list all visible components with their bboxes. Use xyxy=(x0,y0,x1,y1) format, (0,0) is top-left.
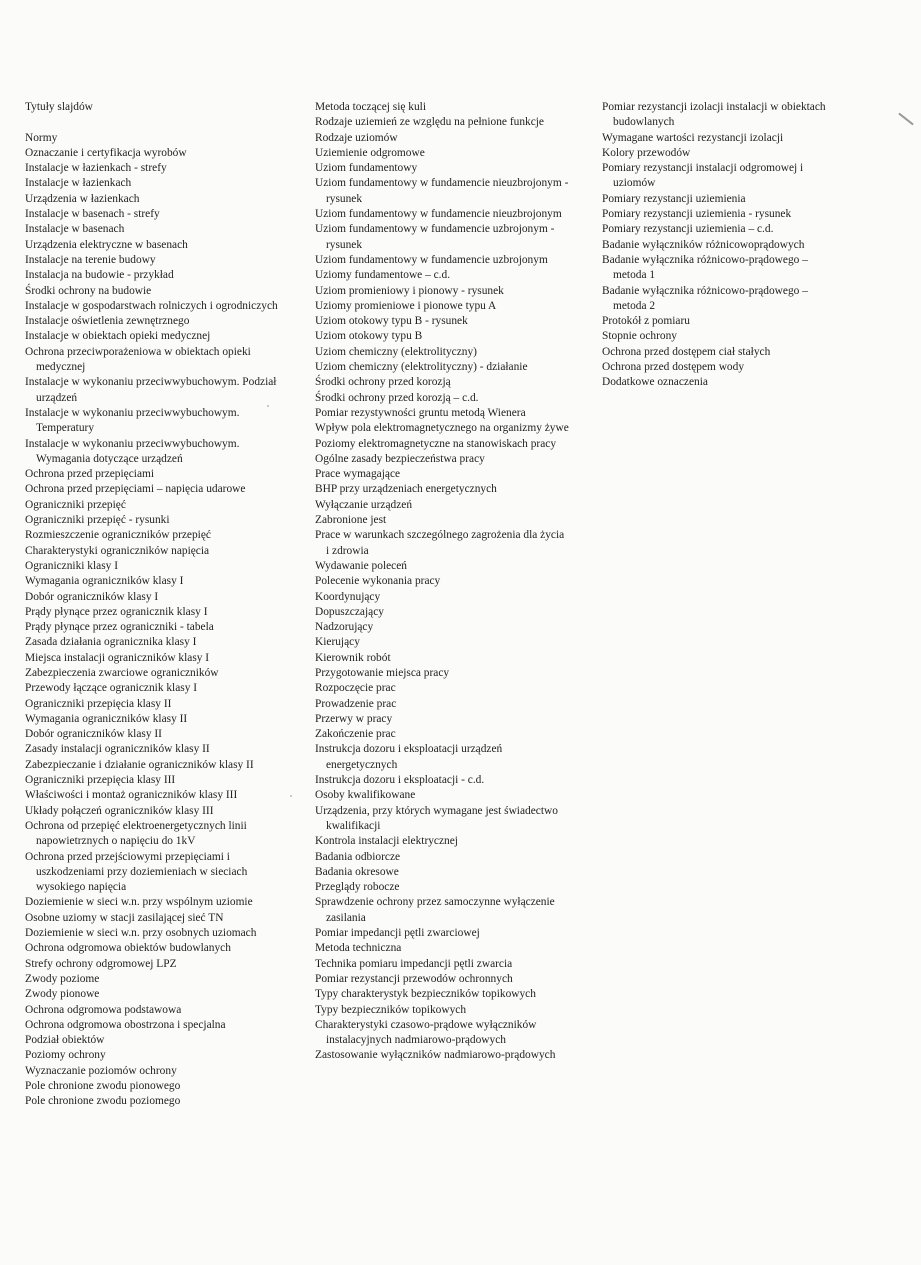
slide-title-entry: Doziemienie w sieci w.n. przy wspólnym uziomie xyxy=(25,896,253,909)
slide-title-entry: Stopnie ochrony xyxy=(602,330,677,343)
slide-title-entry: Uziemienie odgromowe xyxy=(315,146,425,159)
slide-title-entry: Ochrona odgromowa podstawowa xyxy=(25,1003,182,1016)
scan-artifact-dot xyxy=(290,795,292,797)
slide-title-entry: Rodzaje uziomów xyxy=(315,131,398,144)
slide-title-entry: Uziom chemiczny (elektrolityczny) - działanie xyxy=(315,361,528,374)
slide-title-entry: Pomiary rezystancji uziemienia – c.d. xyxy=(602,223,774,236)
slide-title-entry: Ochrona od przepięć elektroenergetycznych linii napowietrznych o napięciu do 1kV xyxy=(25,819,247,848)
slide-title-entry: Zastosowanie wyłączników nadmiarowo-prądowych xyxy=(315,1049,556,1062)
slide-title-entry: Sprawdzenie ochrony przez samoczynne wyłączenie zasilania xyxy=(315,896,555,924)
slide-title-entry: Kierujący xyxy=(315,636,360,649)
slide-title-entry: Pomiary rezystancji uziemienia - rysunek xyxy=(602,208,792,221)
slide-title-entry: Ograniczniki przepięcia klasy II xyxy=(25,697,172,710)
slide-title-entry: Strefy ochrony odgromowej LPZ xyxy=(25,957,177,970)
slide-title-entry: Polecenie wykonania pracy xyxy=(315,575,441,588)
slide-title-entry: Ochrona przed przepięciami xyxy=(25,468,155,481)
slide-title-entry: Prądy płynące przez ogranicznik klasy I xyxy=(25,605,208,618)
slide-title-entry: Ogólne zasady bezpieczeństwa pracy xyxy=(315,452,485,465)
slide-title-entry: Uziom otokowy typu B xyxy=(315,330,423,343)
slide-title-entry: Badanie wyłącznika różnicowo-prądowego – metoda 2 xyxy=(602,284,808,312)
slide-title-entry: Prace wymagające xyxy=(315,468,401,481)
slide-title-entry: Środki ochrony przed korozją – c.d. xyxy=(315,391,479,404)
slide-title-entry: Uziom chemiczny (elektrolityczny) xyxy=(315,345,477,358)
slide-title-entry: Instalacje w wykonaniu przeciwwybuchowym. Temperatury xyxy=(25,406,240,435)
slide-title-entry: Zwody poziome xyxy=(25,972,100,985)
slide-title-entry: Koordynujący xyxy=(315,590,381,603)
slide-title-entry: Ograniczniki przepięcia klasy III xyxy=(25,774,176,787)
slide-title-entry: Ochrona przed przepięciami – napięcia udarowe xyxy=(25,483,246,496)
slide-title-entry: Ochrona przed dostępem ciał stałych xyxy=(602,345,771,358)
slide-title-entry: Dobór ograniczników klasy I xyxy=(25,590,159,603)
slide-title-entry: Typy charakterystyk bezpieczników topikowych xyxy=(315,988,536,1001)
slide-title-entry: Badanie wyłączników różnicowoprądowych xyxy=(602,238,805,251)
document-title: Tytuły slajdów xyxy=(25,101,93,113)
slide-title-entry: Uziom fundamentowy w fundamencie uzbrojonym - rysunek xyxy=(315,223,555,251)
slide-title-entry: Dodatkowe oznaczenia xyxy=(602,376,708,389)
slide-title-entry: Technika pomiaru impedancji pętli zwarcia xyxy=(315,957,513,970)
slide-title-entry: Instalacje w wykonaniu przeciwwybuchowym. Podział urządzeń xyxy=(25,376,277,404)
slide-title-entry: Prądy płynące przez ograniczniki - tabela xyxy=(25,621,214,634)
slide-title-entry: Ograniczniki klasy I xyxy=(25,559,118,572)
slide-title-entry: Uziom promieniowy i pionowy - rysunek xyxy=(315,284,504,297)
slide-title-entry: Dobór ograniczników klasy II xyxy=(25,728,162,741)
slide-title-entry: Instalacja na budowie - przykład xyxy=(25,269,174,282)
slide-title-entry: Pomiar rezystywności gruntu metodą Wienera xyxy=(315,406,526,419)
slide-title-entry: Poziomy elektromagnetyczne na stanowiskach pracy xyxy=(315,437,557,450)
slide-title-entry: Kontrola instalacji elektrycznej xyxy=(315,835,458,848)
slide-title-entry: Ochrona przed dostępem wody xyxy=(602,361,745,374)
slide-title-entry: Układy połączeń ograniczników klasy III xyxy=(25,804,214,817)
slide-title-entry: Podział obiektów xyxy=(25,1034,105,1047)
slide-title-entry: Normy xyxy=(25,131,58,144)
slide-title-entry: Zasada działania ogranicznika klasy I xyxy=(25,636,197,649)
slide-title-entry: Ochrona odgromowa obostrzona i specjalna xyxy=(25,1018,226,1031)
slide-title-entry: Uziom otokowy typu B - rysunek xyxy=(315,315,468,328)
slide-title-entry: Badanie wyłącznika różnicowo-prądowego – metoda 1 xyxy=(602,253,808,282)
slide-title-entry: Prowadzenie prac xyxy=(315,697,397,710)
slide-title-entry: Charakterystyki czasowo-prądowe wyłączników instalacyjnych nadmiarowo-prądowych xyxy=(315,1018,537,1047)
scan-artifact-dot xyxy=(267,405,269,407)
slide-title-entry: Pole chronione zwodu poziomego xyxy=(25,1095,181,1108)
slide-title-entry: Instrukcja dozoru i eksploatacji urządzeń energetycznych xyxy=(315,743,503,771)
slide-title-entry: Wymagania ograniczników klasy I xyxy=(25,575,184,588)
slide-title-entry: Pomiary rezystancji instalacji odgromowej i uziomów xyxy=(602,162,804,190)
column-2-list xyxy=(315,100,570,1064)
slide-title-entry: Uziom fundamentowy w fundamencie nieuzbrojonym xyxy=(315,208,562,221)
slide-title-entry: Zabezpieczanie i działanie ograniczników klasy II xyxy=(25,758,254,771)
slide-title-entry: Zakończenie prac xyxy=(315,728,396,741)
column-2 xyxy=(315,100,570,1064)
slide-title-entry: Instalacje w łazienkach - strefy xyxy=(25,162,167,175)
slide-title-entry: Ograniczniki przepięć - rysunki xyxy=(25,514,170,527)
slide-title-entry: Charakterystyki ograniczników napięcia xyxy=(25,544,210,557)
slide-title-entry: Typy bezpieczników topikowych xyxy=(315,1003,467,1016)
slide-title-entry: Pomiar rezystancji izolacji instalacji w obiektach budowlanych xyxy=(602,101,826,129)
slide-title-entry: Przeglądy robocze xyxy=(315,881,400,894)
slide-title-entry: Uziom fundamentowy w fundamencie nieuzbrojonym - rysunek xyxy=(315,177,569,205)
slide-title-entry: Wydawanie poleceń xyxy=(315,559,407,572)
slide-title-entry: Pomiar rezystancji przewodów ochronnych xyxy=(315,972,513,985)
slide-title-entry: Ograniczniki przepięć xyxy=(25,498,126,511)
slide-title-entry: Uziom fundamentowy xyxy=(315,162,418,175)
slide-title-entry: Poziomy ochrony xyxy=(25,1049,106,1062)
column-3 xyxy=(602,100,842,391)
slide-title-entry: Zwody pionowe xyxy=(25,988,100,1001)
scan-artifact-mark xyxy=(898,113,913,126)
slide-title-entry: Instalacje w łazienkach xyxy=(25,177,132,190)
slide-title-entry: Instalacje w gospodarstwach rolniczych i ogrodniczych xyxy=(25,299,278,312)
slide-title-entry: Urządzenia elektryczne w basenach xyxy=(25,238,188,251)
slide-title-entry: Zasady instalacji ograniczników klasy II xyxy=(25,743,210,756)
slide-title-entry: Doziemienie w sieci w.n. przy osobnych uziomach xyxy=(25,927,257,940)
slide-title-entry: Pole chronione zwodu pionowego xyxy=(25,1080,181,1092)
slide-title-entry: Prace w warunkach szczególnego zagrożenia dla życia i zdrowia xyxy=(315,529,565,557)
slide-title-entry: Wymagane wartości rezystancji izolacji xyxy=(602,131,784,144)
slide-title-entry: Instalacje w basenach xyxy=(25,223,125,236)
slide-title-entry: Dopuszczający xyxy=(315,605,384,618)
slide-title-entry: Rodzaje uziemień ze względu na pełnione funkcje xyxy=(315,116,544,129)
slide-title-entry: Metoda techniczna xyxy=(315,942,402,955)
slide-title-entry: Instalacje w wykonaniu przeciwwybuchowym. Wymagania dotyczące urządzeń xyxy=(25,437,240,465)
slide-title-entry: Nadzorujący xyxy=(315,621,374,634)
slide-title-entry: Badania okresowe xyxy=(315,865,399,878)
slide-title-entry: Metoda toczącej się kuli xyxy=(315,101,427,113)
slide-title-entry: Oznaczanie i certyfikacja wyrobów xyxy=(25,146,187,159)
slide-title-entry: Urządzenia w łazienkach xyxy=(25,192,140,205)
slide-title-entry: Osoby kwalifikowane xyxy=(315,789,416,802)
slide-title-entry: Środki ochrony na budowie xyxy=(25,284,152,297)
slide-title-entry: Przewody łączące ogranicznik klasy I xyxy=(25,682,198,695)
column-3-list xyxy=(602,100,842,391)
slide-title-entry: Wyznaczanie poziomów ochrony xyxy=(25,1064,177,1077)
slide-title-entry: Przygotowanie miejsca pracy xyxy=(315,666,450,679)
slide-title-entry: Właściwości i montaż ograniczników klasy III xyxy=(25,789,238,802)
slide-title-entry: Zabronione jest xyxy=(315,514,387,527)
slide-title-entry: Miejsca instalacji ograniczników klasy I xyxy=(25,651,210,664)
slide-title-entry: Rozpoczęcie prac xyxy=(315,682,396,695)
slide-title-entry: BHP przy urządzeniach energetycznych xyxy=(315,483,497,496)
slide-title-entry: Instalacje w obiektach opieki medycznej xyxy=(25,330,211,343)
slide-title-entry: Środki ochrony przed korozją xyxy=(315,376,451,389)
slide-title-entry: Przerwy w pracy xyxy=(315,712,393,725)
slide-title-entry: Ochrona odgromowa obiektów budowlanych xyxy=(25,942,231,955)
slide-title-entry: Ochrona przed przejściowymi przepięciami i uszkodzeniami przy doziemieniach w sieciach wysokiego napięcia xyxy=(25,850,248,894)
slide-title-entry: Pomiary rezystancji uziemienia xyxy=(602,192,746,205)
slide-title-entry: Rozmieszczenie ograniczników przepięć xyxy=(25,529,211,542)
slide-title-entry: Instalacje w basenach - strefy xyxy=(25,208,160,221)
slide-title-entry: Zabezpieczenia zwarciowe ograniczników xyxy=(25,666,219,679)
slide-title-entry: Uziom fundamentowy w fundamencie uzbrojonym xyxy=(315,253,548,266)
slide-title-entry: Instrukcja dozoru i eksploatacji - c.d. xyxy=(315,774,485,787)
slide-title-entry: Kierownik robót xyxy=(315,651,391,664)
slide-title-entry: Protokół z pomiaru xyxy=(602,315,690,328)
slide-title-entry: Instalacje oświetlenia zewnętrznego xyxy=(25,315,190,328)
slide-title-entry: Wyłączanie urządzeń xyxy=(315,498,413,511)
slide-title-entry: Uziomy promieniowe i pionowe typu A xyxy=(315,299,497,312)
slide-title-entry: Instalacje na terenie budowy xyxy=(25,253,156,266)
slide-title-entry: Wymagania ograniczników klasy II xyxy=(25,712,188,725)
slide-title-entry: Urządzenia, przy których wymagane jest świadectwo kwalifikacji xyxy=(315,804,558,832)
slide-title-entry: Wpływ pola elektromagnetycznego na organizmy żywe xyxy=(315,422,569,435)
column-1-list xyxy=(25,131,293,1110)
slide-title-entry: Pomiar impedancji pętli zwarciowej xyxy=(315,927,480,940)
slide-title-entry: Kolory przewodów xyxy=(602,146,691,159)
slide-title-entry: Osobne uziomy w stacji zasilającej sieć TN xyxy=(25,911,224,924)
slide-title-entry: Badania odbiorcze xyxy=(315,850,401,863)
slide-title-entry: Uziomy fundamentowe – c.d. xyxy=(315,269,451,282)
column-1 xyxy=(25,100,293,1110)
slide-title-entry: Ochrona przeciwporażeniowa w obiektach opieki medycznej xyxy=(25,345,251,374)
